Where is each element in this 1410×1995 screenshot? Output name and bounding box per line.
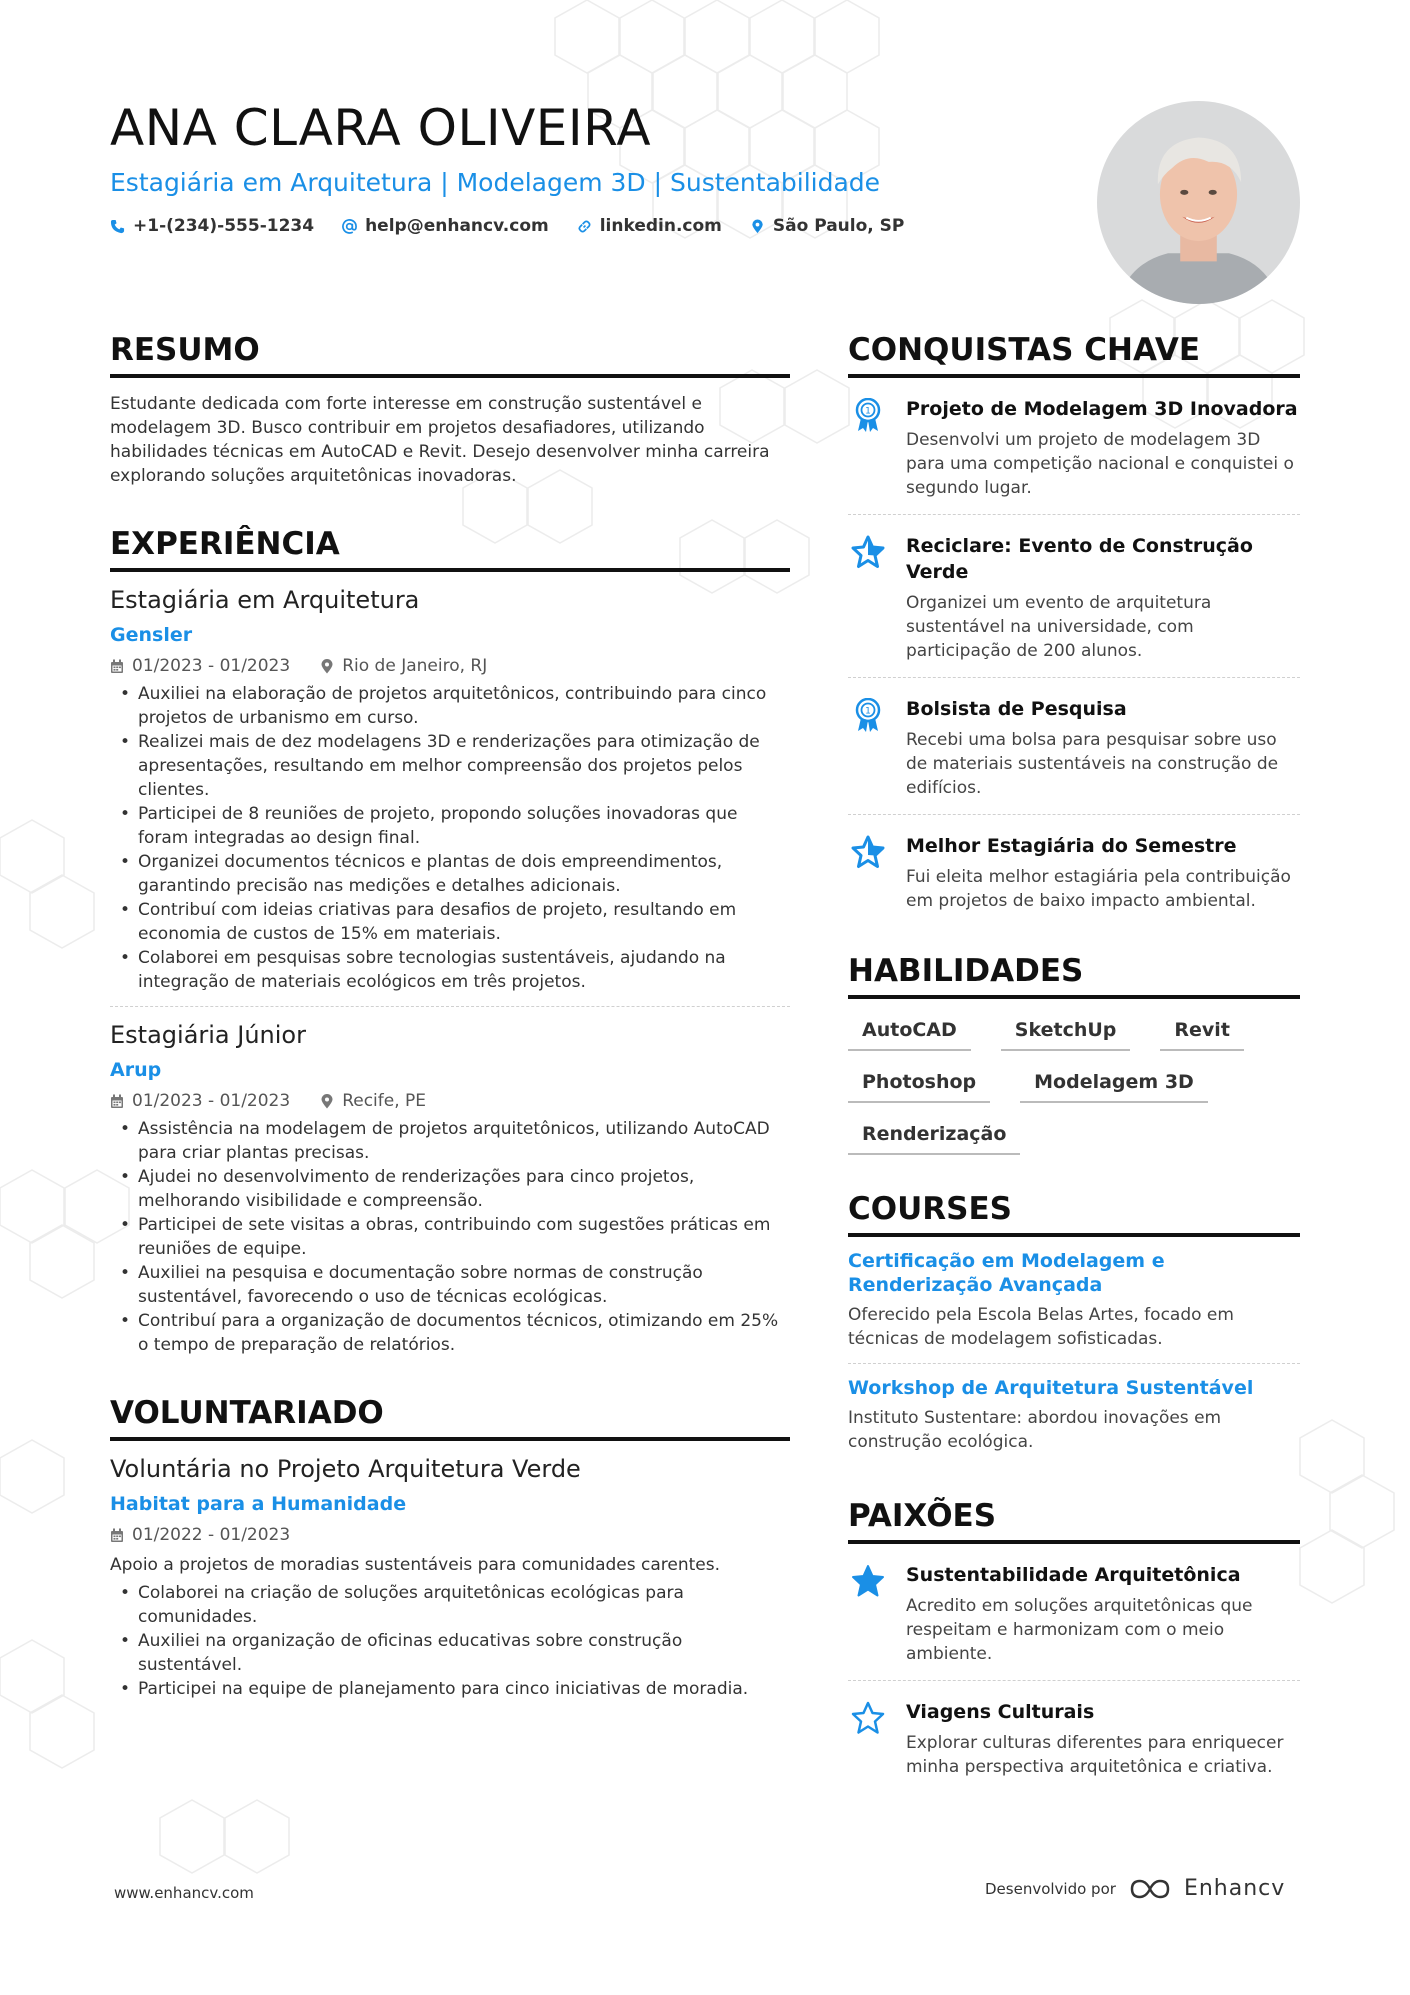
- job-bullets: [110, 1117, 790, 1357]
- passions-section: [848, 1496, 1300, 1793]
- calendar-icon: [110, 1528, 124, 1543]
- passion-title: Sustentabilidade Arquitetônica: [906, 1564, 1241, 1586]
- job-company: Arup: [110, 1059, 162, 1081]
- course-desc: Instituto Sustentare: abordou inovações em construção ecológica.: [848, 1408, 1222, 1452]
- list-item: • Assistência na modelagem de projetos arquitetônicos, utilizando AutoCAD para criar plantas precisas.: [110, 1117, 790, 1165]
- list-item: • Participei na equipe de planejamento para cinco iniciativas de moradia.: [110, 1677, 790, 1701]
- skills-list: [848, 1013, 1300, 1155]
- volunteer-dates-text: 01/2022 - 01/2023: [132, 1525, 291, 1545]
- passion-item: [848, 1681, 1300, 1793]
- summary-section: [110, 330, 790, 488]
- summary-title: RESUMO: [110, 330, 790, 378]
- job-entry: [110, 584, 790, 1007]
- skill-tag: SketchUp: [1001, 1013, 1131, 1051]
- svg-text:1: 1: [865, 406, 871, 417]
- entry-divider: [110, 1006, 790, 1007]
- contact-bar: [110, 216, 1070, 236]
- skill-tag: Revit: [1160, 1013, 1244, 1051]
- volunteer-dates: [110, 1523, 290, 1547]
- job-dates: [110, 654, 290, 678]
- achievement-item: [848, 378, 1300, 515]
- list-item: • Realizei mais de dez modelagens 3D e renderizações para otimização de apresentações, resultando em melhor compreensão dos projetos pelos clientes.: [110, 730, 790, 802]
- contact-linkedin-text: linkedin.com: [599, 216, 722, 236]
- achievements-title: CONQUISTAS CHAVE: [848, 330, 1300, 378]
- achievement-title: Melhor Estagiária do Semestre: [906, 835, 1237, 857]
- skill-tag: Renderização: [848, 1117, 1020, 1155]
- star-outline-icon: [848, 1699, 888, 1779]
- resume-header: [110, 98, 1070, 236]
- achievement-item: [848, 515, 1300, 678]
- powered-by-text: Desenvolvido por: [985, 1879, 1116, 1898]
- job-company: Gensler: [110, 624, 193, 646]
- list-item: • Contribuí para a organização de documentos técnicos, otimizando em 25% o tempo de preparação de relatórios.: [110, 1309, 790, 1357]
- right-column: [848, 330, 1300, 1793]
- job-meta: [110, 1089, 790, 1113]
- summary-text: Estudante dedicada com forte interesse em construção sustentável e modelagem 3D. Busco contribuir em projetos desafiadores, utilizando habilidades técnicas em AutoCAD e Revit. Desejo desenvolver minha carreira explorando soluções arquitetônicas inovadoras.: [110, 394, 770, 486]
- achievement-item: [848, 815, 1300, 927]
- award-ribbon-icon: [848, 696, 888, 800]
- job-dates-text: 01/2023 - 01/2023: [132, 1091, 291, 1111]
- volunteer-role: Voluntária no Projeto Arquitetura Verde: [110, 1455, 581, 1483]
- list-item: • Auxiliei na elaboração de projetos arquitetônicos, contribuindo para cinco projetos de urbanismo em curso.: [110, 682, 790, 730]
- passion-title: Viagens Culturais: [906, 1701, 1095, 1723]
- job-dates: [110, 1089, 290, 1113]
- achievement-item: [848, 678, 1300, 815]
- job-location-text: Rio de Janeiro, RJ: [342, 656, 488, 676]
- volunteer-org: Habitat para a Humanidade: [110, 1493, 407, 1515]
- job-title: Estagiária Júnior: [110, 1021, 306, 1049]
- passion-desc: Explorar culturas diferentes para enriquecer minha perspectiva arquitetônica e criativa.: [906, 1733, 1284, 1777]
- svg-text:1: 1: [865, 706, 871, 717]
- course-item: [848, 1364, 1300, 1466]
- volunteering-section: [110, 1393, 790, 1701]
- contact-email-text: help@enhancv.com: [365, 216, 549, 236]
- candidate-name: ANA CLARA OLIVEIRA: [110, 99, 652, 157]
- job-bullets: [110, 682, 790, 994]
- list-item: • Colaborei na criação de soluções arquitetônicas ecológicas para comunidades.: [110, 1581, 790, 1629]
- left-column: [110, 330, 790, 1701]
- calendar-icon: [110, 1094, 124, 1109]
- achievements-section: [848, 330, 1300, 927]
- volunteer-meta: [110, 1523, 790, 1547]
- brand-name: Enhancv: [1183, 1876, 1286, 1901]
- courses-title: COURSES: [848, 1189, 1300, 1237]
- map-pin-icon: [320, 1094, 334, 1109]
- course-title: Certificação em Modelagem e Renderização Avançada: [848, 1250, 1165, 1296]
- footer-website[interactable]: www.enhancv.com: [114, 1884, 254, 1902]
- list-item: • Organizei documentos técnicos e plantas de dois empreendimentos, garantindo precisão nas medições e detalhes adicionais.: [110, 850, 790, 898]
- star-outline-icon: [848, 533, 888, 663]
- list-item: • Contribuí com ideias criativas para desafios de projeto, resultando em economia de custos de 15% em materiais.: [110, 898, 790, 946]
- enhancv-logo-icon: [1128, 1877, 1172, 1901]
- map-pin-icon: [320, 659, 334, 674]
- passions-title: PAIXÕES: [848, 1496, 1300, 1544]
- contact-phone[interactable]: [110, 216, 314, 236]
- courses-section: [848, 1189, 1300, 1466]
- achievement-desc: Recebi uma bolsa para pesquisar sobre uso de materiais sustentáveis na construção de edifícios.: [906, 730, 1279, 798]
- experience-section: [110, 524, 790, 1357]
- achievement-title: Bolsista de Pesquisa: [906, 698, 1127, 720]
- contact-phone-text: +1-(234)-555-1234: [133, 216, 315, 236]
- achievement-desc: Organizei um evento de arquitetura sustentável na universidade, com participação de 200 alunos.: [906, 593, 1212, 661]
- calendar-icon: [110, 659, 124, 674]
- volunteering-title: VOLUNTARIADO: [110, 1393, 790, 1441]
- skills-title: HABILIDADES: [848, 951, 1300, 999]
- volunteer-description: Apoio a projetos de moradias sustentáveis para comunidades carentes.: [110, 1555, 720, 1575]
- award-ribbon-icon: [848, 396, 888, 500]
- job-title: Estagiária em Arquitetura: [110, 586, 420, 614]
- course-desc: Oferecido pela Escola Belas Artes, focado em técnicas de modelagem sofisticadas.: [848, 1305, 1234, 1349]
- job-location: [320, 654, 487, 678]
- contact-location: [750, 216, 904, 236]
- contact-location-text: São Paulo, SP: [772, 216, 905, 236]
- footer-branding: [985, 1876, 1285, 1901]
- course-title: Workshop de Arquitetura Sustentável: [848, 1377, 1254, 1399]
- experience-title: EXPERIÊNCIA: [110, 524, 790, 572]
- achievement-desc: Desenvolvi um projeto de modelagem 3D para uma competição nacional e conquistei o segundo lugar.: [906, 430, 1294, 498]
- course-item: [848, 1237, 1300, 1364]
- achievement-desc: Fui eleita melhor estagiária pela contribuição em projetos de baixo impacto ambiental.: [906, 867, 1291, 911]
- skill-tag: Photoshop: [848, 1065, 990, 1103]
- star-filled-icon: [848, 1562, 888, 1666]
- achievement-title: Reciclare: Evento de Construção Verde: [906, 535, 1253, 583]
- contact-email[interactable]: [342, 216, 549, 236]
- list-item: • Ajudei no desenvolvimento de renderizações para cinco projetos, melhorando visibilidade e compreensão.: [110, 1165, 790, 1213]
- job-location-text: Recife, PE: [342, 1091, 427, 1111]
- job-entry: [110, 1019, 790, 1357]
- skill-tag: AutoCAD: [848, 1013, 971, 1051]
- list-item: • Auxiliei na pesquisa e documentação sobre normas de construção sustentável, favorecendo o uso de técnicas ecológicas.: [110, 1261, 790, 1309]
- candidate-tagline: Estagiária em Arquitetura | Modelagem 3D | Sustentabilidade: [110, 168, 881, 197]
- link-icon: [577, 219, 592, 234]
- at-sign-icon: [342, 219, 357, 234]
- passion-item: [848, 1544, 1300, 1681]
- skill-tag: Modelagem 3D: [1020, 1065, 1208, 1103]
- job-dates-text: 01/2023 - 01/2023: [132, 656, 291, 676]
- passion-desc: Acredito em soluções arquitetônicas que respeitam e harmonizam com o meio ambiente.: [906, 1596, 1253, 1664]
- job-meta: [110, 654, 790, 678]
- profile-photo: [1097, 101, 1300, 304]
- list-item: • Participei de sete visitas a obras, contribuindo com sugestões práticas em reuniões de equipe.: [110, 1213, 790, 1261]
- contact-linkedin[interactable]: [577, 216, 722, 236]
- job-location: [320, 1089, 426, 1113]
- map-pin-icon: [750, 219, 765, 234]
- phone-icon: [110, 219, 125, 234]
- list-item: • Participei de 8 reuniões de projeto, propondo soluções inovadoras que foram integradas ao design final.: [110, 802, 790, 850]
- list-item: • Auxiliei na organização de oficinas educativas sobre construção sustentável.: [110, 1629, 790, 1677]
- skills-section: [848, 951, 1300, 1155]
- star-outline-icon: [848, 833, 888, 913]
- list-item: • Colaborei em pesquisas sobre tecnologias sustentáveis, ajudando na integração de materiais ecológicos em três projetos.: [110, 946, 790, 994]
- achievement-title: Projeto de Modelagem 3D Inovadora: [906, 398, 1298, 420]
- volunteer-bullets: [110, 1581, 790, 1701]
